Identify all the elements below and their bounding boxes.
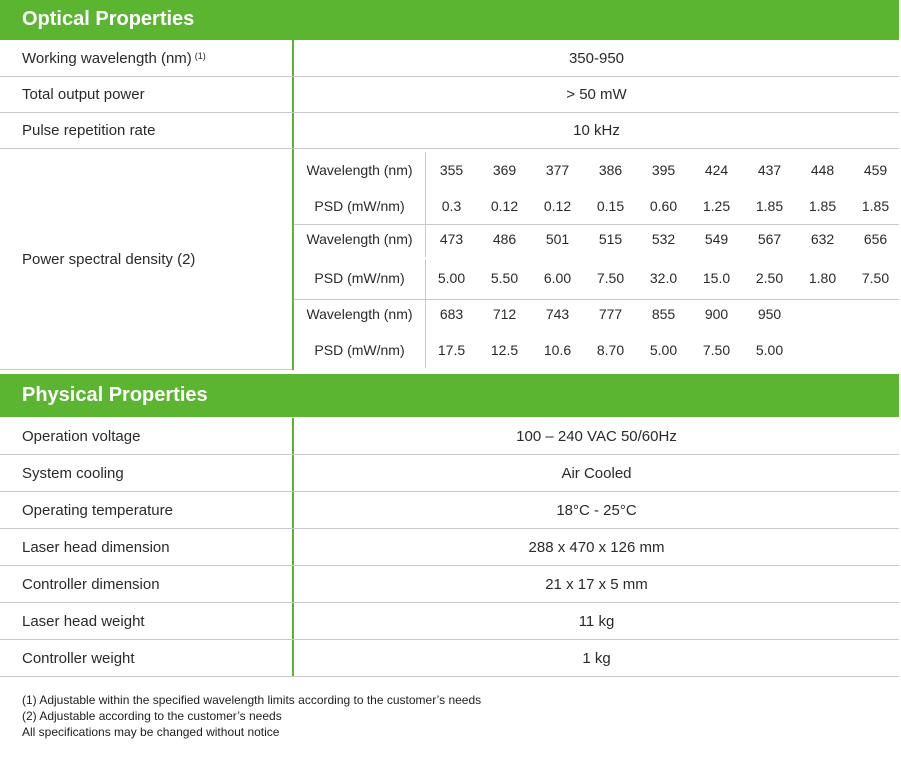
spec-row-laser-head-dimension xyxy=(0,529,899,566)
spec-row-working-wavelength xyxy=(0,40,899,77)
table-cell: 5.00 xyxy=(437,270,466,286)
psd-label-cell xyxy=(0,149,292,370)
table-cell: 395 xyxy=(651,162,676,178)
spec-row-operating-temperature xyxy=(0,492,899,529)
table-cell: 486 xyxy=(492,231,517,247)
table-cell: 515 xyxy=(598,231,623,247)
table-cell: 632 xyxy=(810,231,835,247)
spec-value: Air Cooled xyxy=(292,455,899,491)
wavelength-header: Wavelength (nm) xyxy=(294,152,426,188)
psd-group-1 xyxy=(294,149,899,225)
table-cell: 1.85 xyxy=(808,198,837,214)
table-cell: 777 xyxy=(598,306,623,322)
table-cell: 17.5 xyxy=(437,342,466,358)
spec-value: 288 x 470 x 126 mm xyxy=(292,529,899,565)
table-cell: 0.15 xyxy=(596,198,625,214)
table-cell: 1.85 xyxy=(755,198,784,214)
spec-label: Operation voltage xyxy=(22,427,141,445)
table-cell: 7.50 xyxy=(861,270,890,286)
spec-label: Operating temperature xyxy=(22,501,173,519)
spec-label: Controller dimension xyxy=(22,575,160,593)
wavelength-row xyxy=(294,296,899,332)
table-cell: 712 xyxy=(492,306,517,322)
physical-properties-header: Physical Properties xyxy=(0,374,899,417)
table-cell: 567 xyxy=(757,231,782,247)
psd-header: PSD (mW/nm) xyxy=(294,260,426,296)
spec-label: Controller weight xyxy=(22,649,135,667)
table-cell: 6.00 xyxy=(543,270,572,286)
table-cell: 10.6 xyxy=(543,342,572,358)
table-cell: 473 xyxy=(439,231,464,247)
table-cell: 0.60 xyxy=(649,198,678,214)
table-cell: 355 xyxy=(439,162,464,178)
optical-properties-header: Optical Properties xyxy=(0,0,899,40)
spec-row-pulse-repetition-rate xyxy=(0,113,899,149)
table-cell: 8.70 xyxy=(596,342,625,358)
spec-label: Laser head dimension xyxy=(22,538,170,556)
spec-value: 21 x 17 x 5 mm xyxy=(292,566,899,602)
psd-header: PSD (mW/nm) xyxy=(294,332,426,368)
spec-value: > 50 mW xyxy=(292,77,899,112)
footnote-ref: (1) xyxy=(194,51,206,61)
table-cell: 32.0 xyxy=(649,270,678,286)
wavelength-header: Wavelength (nm) xyxy=(294,296,426,332)
psd-table xyxy=(292,149,899,370)
table-cell: 501 xyxy=(545,231,570,247)
table-cell: 0.12 xyxy=(490,198,519,214)
spec-label: Power spectral density (2) xyxy=(22,250,196,268)
spec-label: Laser head weight xyxy=(22,612,145,630)
spec-value: 100 – 240 VAC 50/60Hz xyxy=(292,418,899,454)
psd-row xyxy=(294,332,899,368)
table-cell: 950 xyxy=(757,306,782,322)
spec-row-controller-dimension xyxy=(0,566,899,603)
wavelength-row xyxy=(294,221,899,257)
table-cell: 5.00 xyxy=(649,342,678,358)
table-cell: 549 xyxy=(704,231,729,247)
footnote-3: All specifications may be changed without notice xyxy=(22,725,280,739)
wavelength-header: Wavelength (nm) xyxy=(294,221,426,257)
spec-row-operation-voltage xyxy=(0,418,899,455)
table-cell: 369 xyxy=(492,162,517,178)
spec-row-laser-head-weight xyxy=(0,603,899,640)
spec-value: 10 kHz xyxy=(292,113,899,148)
table-cell: 437 xyxy=(757,162,782,178)
table-cell: 2.50 xyxy=(755,270,784,286)
spec-row-controller-weight xyxy=(0,640,899,677)
table-cell: 424 xyxy=(704,162,729,178)
wavelength-row xyxy=(294,152,899,188)
table-cell: 0.12 xyxy=(543,198,572,214)
spec-label: Total output power xyxy=(22,86,145,103)
table-cell: 532 xyxy=(651,231,676,247)
spec-label: Pulse repetition rate xyxy=(22,122,156,139)
table-cell: 1.80 xyxy=(808,270,837,286)
table-cell: 900 xyxy=(704,306,729,322)
spec-value: 1 kg xyxy=(292,640,899,676)
spec-label xyxy=(22,40,206,76)
footnote-2: (2) Adjustable according to the customer’s needs xyxy=(22,709,282,723)
spec-value: 18°C - 25°C xyxy=(292,492,899,528)
table-cell: 1.85 xyxy=(861,198,890,214)
table-cell: 683 xyxy=(439,306,464,322)
table-cell: 448 xyxy=(810,162,835,178)
psd-group-3 xyxy=(294,299,899,369)
psd-header: PSD (mW/nm) xyxy=(294,188,426,224)
table-cell: 377 xyxy=(545,162,570,178)
psd-row xyxy=(294,188,899,224)
table-cell: 12.5 xyxy=(490,342,519,358)
table-cell: 656 xyxy=(863,231,888,247)
table-cell: 5.50 xyxy=(490,270,519,286)
table-cell: 743 xyxy=(545,306,570,322)
table-cell: 459 xyxy=(863,162,888,178)
table-cell: 386 xyxy=(598,162,623,178)
footnotes xyxy=(22,692,481,740)
spec-row-system-cooling xyxy=(0,455,899,492)
table-cell: 0.3 xyxy=(441,198,462,214)
table-cell: 855 xyxy=(651,306,676,322)
table-cell: 5.00 xyxy=(755,342,784,358)
spec-value: 11 kg xyxy=(292,603,899,639)
footnote-1: (1) Adjustable within the specified wavelength limits according to the customer’s needs xyxy=(22,693,482,707)
table-cell: 15.0 xyxy=(702,270,731,286)
table-cell: 7.50 xyxy=(702,342,731,358)
psd-row xyxy=(294,260,899,296)
table-cell: 7.50 xyxy=(596,270,625,286)
table-cell: 1.25 xyxy=(702,198,731,214)
spec-label: System cooling xyxy=(22,464,124,482)
spec-value: 350-950 xyxy=(292,40,899,76)
spec-label-text: Working wavelength (nm) xyxy=(22,49,192,67)
psd-group-2 xyxy=(294,224,899,300)
spec-row-total-output-power xyxy=(0,77,899,113)
